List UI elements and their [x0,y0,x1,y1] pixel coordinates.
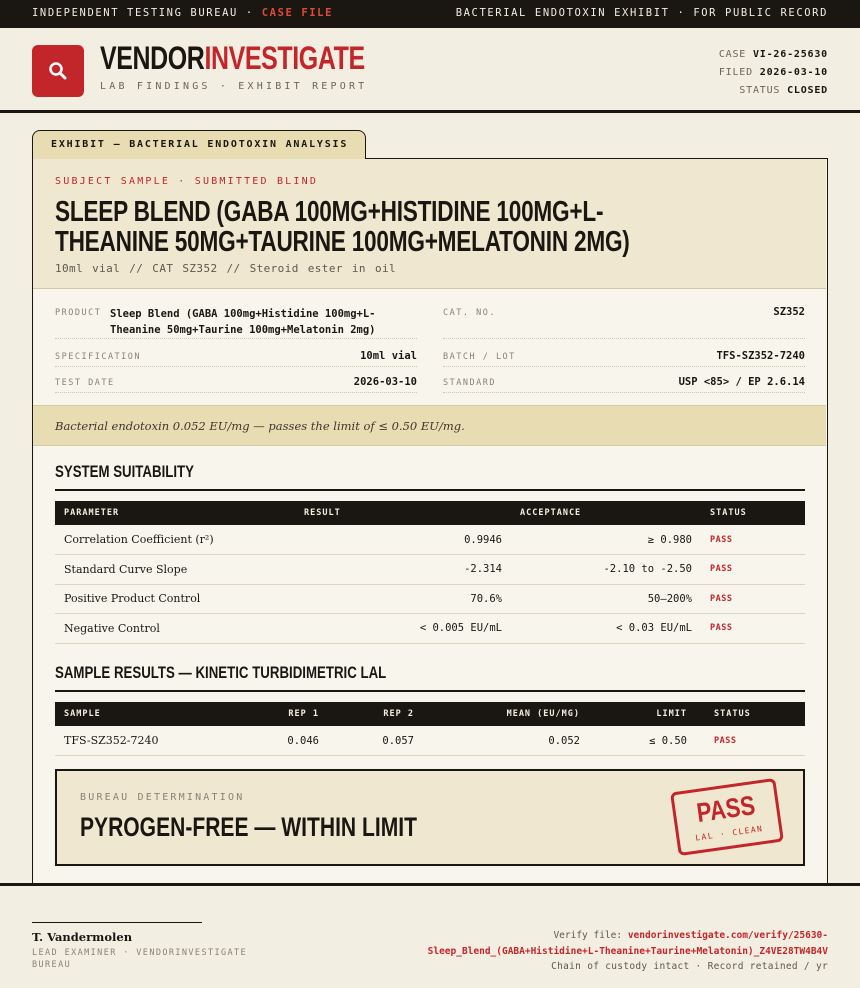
subject-subline: 10ml vial // CAT SZ352 // Steroid ester in oil [55,262,397,275]
signer-name: T. Vandermolen [32,930,133,944]
results-title: SAMPLE RESULTS — KINETIC TURBIDIMETRIC LAL [55,663,387,682]
result-cell: 70.6% [295,584,511,614]
case-label: CASE [718,49,747,60]
table-row [55,584,805,614]
col-status: STATUS [701,501,805,525]
exhibit-tab[interactable]: EXHIBIT — BACTERIAL ENDOTOXIN ANALYSIS [32,130,366,159]
case-number: VI-26-25630 [752,49,828,60]
limit-cell: ≤ 0.50 [589,726,696,756]
top-bar [0,0,860,28]
fact-label: STANDARD [443,378,496,388]
fact-label: BATCH / LOT [443,352,516,362]
parameter-cell: Negative Control [55,614,295,644]
determination-value: PYROGEN-FREE — WITHIN LIMIT [80,812,417,842]
brand-name-second: INVESTIGATE [204,40,365,76]
logo[interactable] [32,45,84,97]
parameter-cell: Standard Curve Slope [55,555,295,585]
result-cell: -2.314 [295,555,511,585]
acceptance-cell: ≥ 0.980 [511,525,701,555]
determination-label: BUREAU DETERMINATION [80,792,245,803]
fact-spec [55,343,417,367]
col-sample: SAMPLE [55,702,225,726]
stamp-main: PASS [694,790,758,829]
suitability-title: SYSTEM SUITABILITY [55,462,194,481]
footer-divider [0,883,860,886]
signer-role: LEAD EXAMINER · VENDORINVESTIGATE BUREAU [32,948,248,970]
fact-label: PRODUCT [55,308,102,318]
sample-cell: TFS-SZ352-7240 [55,726,225,756]
results-header-row [55,702,805,726]
results-rule [55,690,805,692]
fact-value: 10ml vial [360,350,417,362]
verify-label: Verify file: [553,930,623,941]
status-badge: PASS [701,525,805,555]
stamp-sub: LAL · CLEAN [694,824,764,843]
col-rep2: REP 2 [328,702,423,726]
fact-value: Sleep Blend (GABA 100mg+Histidine 100mg+L-Theanine 50mg+Taurine 100mg+Melatonin 2mg) [110,308,376,336]
col-status: STATUS [696,702,805,726]
verify-block [388,928,828,975]
subject-title: SLEEP BLEND (GABA 100MG+HISTIDINE 100MG+L-THEANINE 50MG+TAURINE 100MG+MELATONIN 2MG) [55,196,630,258]
status-row [719,82,828,100]
custody-note: Chain of custody intact · Record retained / yr [551,961,828,972]
signature-line [32,922,202,923]
col-rep1: REP 1 [225,702,328,726]
exhibit-card [32,158,828,884]
magnifier-icon [48,61,68,81]
status-badge: PASS [701,584,805,614]
parameter-cell: Correlation Coefficient (r²) [55,525,295,555]
brand-tagline: LAB FINDINGS · EXHIBIT REPORT [100,81,368,92]
determination-box [55,769,805,866]
rep2-cell: 0.057 [328,726,423,756]
filed-label: FILED [718,67,753,78]
top-bar-right: BACTERIAL ENDOTOXIN EXHIBIT · FOR PUBLIC RECORD [455,7,828,19]
pass-stamp [670,778,784,856]
filed-date: 2026-03-10 [759,67,828,78]
fact-standard [443,369,805,393]
acceptance-cell: < 0.03 EU/mL [511,614,701,644]
col-parameter: PARAMETER [55,501,295,525]
fact-date [55,369,417,393]
suitability-header-row [55,501,805,525]
table-row [55,525,805,555]
subject-panel [33,159,826,289]
status-badge: PASS [701,555,805,585]
fact-label: CAT. NO. [443,308,496,318]
fact-label: TEST DATE [55,378,115,388]
results-table [55,702,805,756]
brand-name [100,40,365,77]
acceptance-cell: 50–200% [511,584,701,614]
table-row [55,614,805,644]
top-bar-left [32,7,333,19]
table-row [55,726,805,756]
col-result: RESULT [295,501,511,525]
case-status: CLOSED [787,85,828,96]
table-row [55,555,805,585]
acceptance-cell: -2.10 to -2.50 [511,555,701,585]
filed-row [719,64,828,82]
result-cell: 0.9946 [295,525,511,555]
fact-cat [443,299,805,339]
col-mean: MEAN (EU/MG) [423,702,589,726]
result-cell: < 0.005 EU/mL [295,614,511,644]
header-divider [0,110,860,113]
mean-cell: 0.052 [423,726,589,756]
fact-product [55,299,417,339]
fact-label: SPECIFICATION [55,352,142,362]
status-badge: PASS [696,726,805,756]
fact-batch [443,343,805,367]
fact-value: 2026-03-10 [353,376,417,388]
summary-band [33,405,826,446]
case-number-row [719,46,828,64]
case-file-label: CASE FILE [261,7,334,19]
fact-value: USP <85> / EP 2.6.14 [678,376,805,388]
col-acceptance: ACCEPTANCE [511,501,701,525]
bureau-label: INDEPENDENT TESTING BUREAU · [32,7,254,19]
subject-kicker: SUBJECT SAMPLE · SUBMITTED BLIND [55,176,319,187]
status-label: STATUS [739,85,781,96]
rep1-cell: 0.046 [225,726,328,756]
suitability-rule [55,489,805,491]
fact-value: SZ352 [773,306,805,318]
status-badge: PASS [701,614,805,644]
suitability-table [55,501,805,644]
brand-name-first: VENDOR [100,40,205,76]
fact-value: TFS-SZ352-7240 [716,350,805,362]
summary-text: Bacterial endotoxin 0.052 EU/mg — passes the limit of ≤ 0.50 EU/mg. [55,419,465,433]
verify-link[interactable]: vendorinvestigate.com/verify/25630-Sleep_Blend_(GABA+Histidine+L-Theanine+Taurine+Melatonin)_Z4VE28TW4B4V [427,930,828,957]
parameter-cell: Positive Product Control [55,584,295,614]
case-meta [719,46,828,100]
col-limit: LIMIT [589,702,696,726]
